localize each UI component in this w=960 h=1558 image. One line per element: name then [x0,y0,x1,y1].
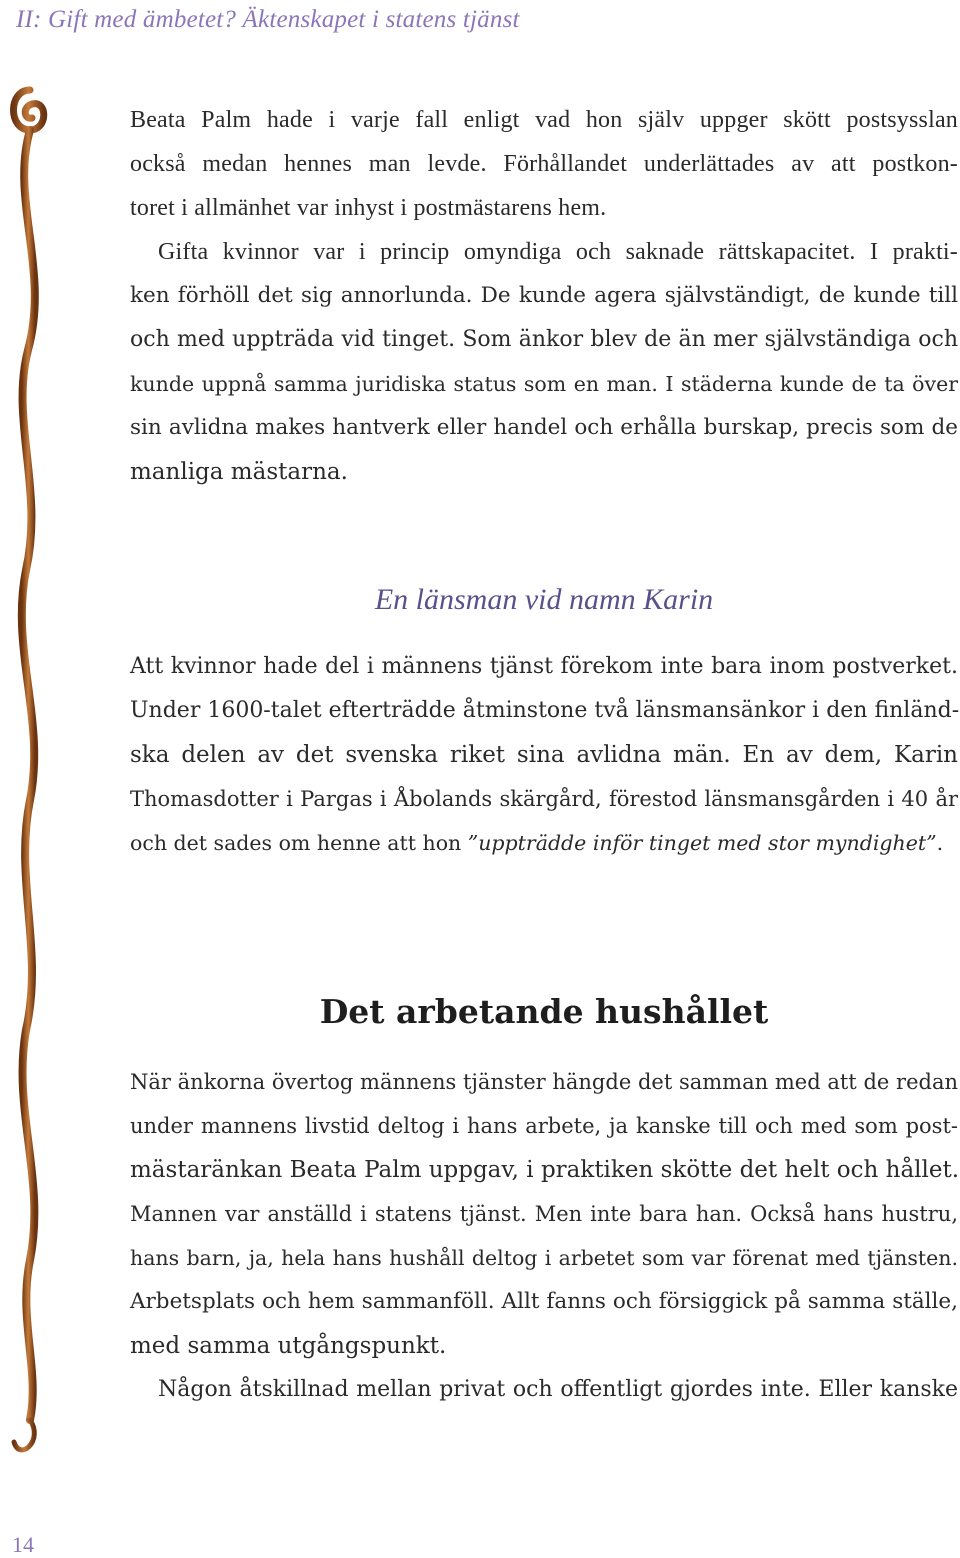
text-fragment: . [936,831,944,855]
text-line: och med uppträda vid tinget. Som änkor blev de än mer självständiga och [130,327,958,352]
decorative-swirl-ornament [0,70,60,1470]
text-line: Arbetsplats och hem sammanföll. Allt fanns och försiggick på samma ställe, [130,1289,958,1314]
section-postal-widows [130,98,958,494]
text-line: ska delen av det svenska riket sina avlidna män. En av dem, Karin [130,742,958,768]
text-line: toret i allmänhet var inhyst i postmästarens hem. [130,195,607,221]
text-line: manliga mästarna. [130,459,348,485]
section-working-household [130,1060,958,1412]
text-line: ken förhöll det sig annorlunda. De kunde agera självständigt, de kunde till [130,283,958,308]
running-head: II: Gift med ämbetet? Äktenskapet i statens tjänst [16,6,520,33]
text-line: Under 1600-talet efterträdde åtminstone två länsmansänkor i den finländ- [130,698,960,723]
text-line: sin avlidna makes hantverk eller handel och erhålla burskap, precis som de [130,415,958,440]
text-line: kunde uppnå samma juridiska status som en man. I städerna kunde de ta över [130,372,958,396]
text-line: Thomasdotter i Pargas i Åbolands skärgård, förestod länsmansgården i 40 år [130,787,958,811]
text-line: hans barn, ja, hela hans hushåll deltog i arbetet som var förenat med tjänsten. [130,1246,958,1270]
text-line: Att kvinnor hade del i männens tjänst förekom inte bara inom postverket. [130,654,958,679]
text-line: Någon åtskillnad mellan privat och offentligt gjordes inte. Eller kanske [158,1377,958,1402]
page-number: 14 [12,1532,34,1557]
text-line: med samma utgångspunkt. [130,1333,447,1359]
text-line: under mannens livstid deltog i hans arbete, ja kanske till och med som post- [130,1114,958,1138]
text-line: Beata Palm hade i varje fall enligt vad hon själv uppger skött postsysslan [130,107,958,133]
text-fragment: och det sades om henne att hon [130,831,468,855]
text-line: Mannen var anställd i statens tjänst. Men inte bara han. Också hans hustru, [130,1202,958,1226]
text-line [130,821,958,865]
section-lansman-karin [130,645,958,865]
text-line: mästaränkan Beata Palm uppgav, i praktiken skötte det helt och hållet. [130,1157,960,1183]
text-line: När änkorna övertog männens tjänster hängde det samman med att de redan [130,1070,958,1094]
section-heading: Det arbetande hushållet [319,992,769,1031]
text-line: Gifta kvinnor var i princip omyndiga och saknade rättskapacitet. I prakti- [158,239,958,265]
subheading: En länsman vid namn Karin [374,583,714,616]
text-line: också medan hennes man levde. Förhållandet underlättades av att postkon- [130,151,958,177]
quote: ”uppträdde inför tinget med stor myndighet” [467,831,937,855]
